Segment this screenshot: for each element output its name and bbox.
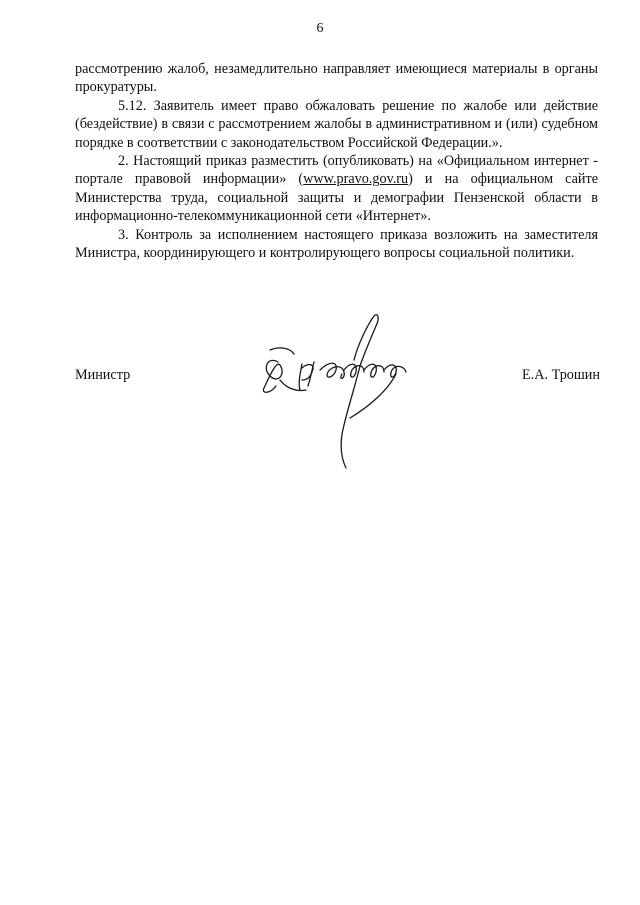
paragraph-continuation: рассмотрению жалоб, незамедлительно направляет имеющиеся материалы в органы прокуратуры.	[75, 61, 598, 96]
page-number: 6	[316, 21, 324, 36]
paragraph-2-text-end: ) и на официальном сайте Министерства труда, социальной защиты и демографии Пензенской области в информационно-телекоммуникационной сети «Интернет».	[75, 171, 599, 225]
paragraph-2-text-start: 2. Настоящий приказ разместить (опубликовать) на «Официальном интернет - портале правовой информации» (	[75, 153, 598, 188]
paragraph-3: 3. Контроль за исполнением настоящего приказа возложить на заместителя Министра, координирующего и контролирующего вопросы социальной политики.	[75, 226, 598, 262]
signature-block	[75, 366, 600, 386]
document-body	[75, 60, 598, 262]
signatory-title: Министр	[75, 367, 131, 383]
paragraph-2	[75, 152, 598, 226]
signatory-name: Е.А. Трошин	[522, 367, 600, 383]
handwritten-signature	[250, 310, 420, 475]
pravo-gov-link[interactable]: www.pravo.gov.ru	[303, 171, 409, 188]
paragraph-5-12: 5.12. Заявитель имеет право обжаловать решение по жалобе или действие (бездействие) в связи с рассмотрением жалобы в административном и (или) судебном порядке в соответствии с законодательством Российской Федерации.».	[75, 97, 598, 151]
